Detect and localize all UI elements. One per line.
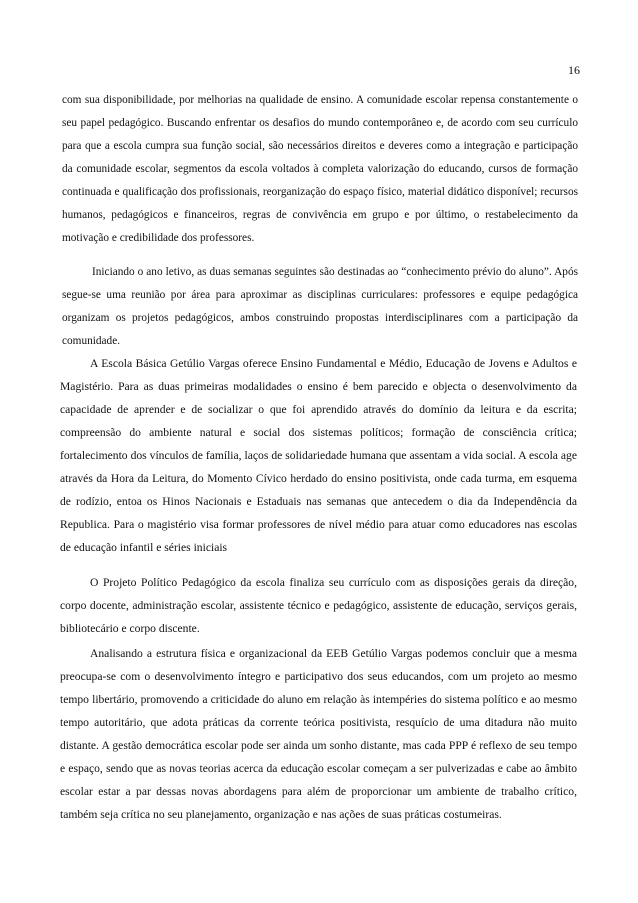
paragraph-3: A Escola Básica Getúlio Vargas oferece Ensino Fundamental e Médio, Educação de Jovens e Adultos e Magistério. Para as duas primeiras modalidades o ensino é bem parecido e objecta o desenvolvimento da capacidade de aprender e de socializar o que foi aprendido através do domínio da leitura e da escrita; compreensão do ambiente natural e social dos sistemas políticos; formação de consciência crítica; fortalecimento dos vínculos de família, laços de solidariedade humana que assentam a vida social. A escola age através da Hora da Leitura, do Momento Cívico herdado do ensino positivista, onde cada turma, em esquema de rodízio, entoa os Hinos Nacionais e Estaduais nas semanas que antecedem o dia da Independência da Republica. Para o magistério visa formar professores de nível médio para atuar como educadores nas escolas de educação infantil e séries iniciais xyxy=(60,357,577,554)
paragraph-5: Analisando a estrutura física e organizacional da EEB Getúlio Vargas podemos concluir que a mesma preocupa-se com o desenvolvimento íntegro e participativo dos seus educandos, com um projeto ao mesmo tempo libertário, promovendo a criticidade do aluno em relação às intempéries do sistema político e ao mesmo tempo autoritário, que adota práticas da corrente teórica positivista, resquício de uma ditadura não muito distante. A gestão democrática escolar pode ser ainda um sonho distante, mas cada PPP é reflexo de seu tempo e espaço, sendo que as novas teorias acerca da educação escolar começam a ser pulverizadas e cabe ao âmbito escolar estar a par dessas novas abordagens para além de proporcionar um ambiente de trabalho crítico, também seja crítica no seu planejamento, organização e nas ações de suas práticas costumeiras. xyxy=(60,647,577,821)
paragraph-1: com sua disponibilidade, por melhorias na qualidade de ensino. A comunidade escolar repensa constantemente o seu papel pedagógico. Buscando enfrentar os desafios do mundo contemporâneo e, de acordo com seu currículo para que a escola cumpra sua função social, são necessários direitos e deveres como a integração e participação da comunidade escolar, segmentos da escola voltados à completa valorização do educando, cursos de formação continuada e qualificação dos profissionais, reorganização do espaço físico, material didático disponível; recursos humanos, pedagógicos e financeiros, regras de convivência em grupo e por último, o restabelecimento da motivação e credibilidade dos professores. xyxy=(62,94,578,244)
paragraph-4: O Projeto Político Pedagógico da escola finaliza seu currículo com as disposições gerais da direção, corpo docente, administração escolar, assistente técnico e pedagógico, assistente de educação, serviços gerais, bibliotecário e corpo discente. xyxy=(60,576,577,635)
paragraph-2: Iniciando o ano letivo, as duas semanas seguintes são destinadas ao “conhecimento prévio do aluno”. Após segue-se uma reunião por área para aproximar as disciplinas curriculares: professores e equipe pedagógica organizam os projetos pedagógicos, ambos construindo propostas interdisciplinares com a participação da comunidade. xyxy=(62,266,578,347)
page-number: 16 xyxy=(568,63,580,77)
